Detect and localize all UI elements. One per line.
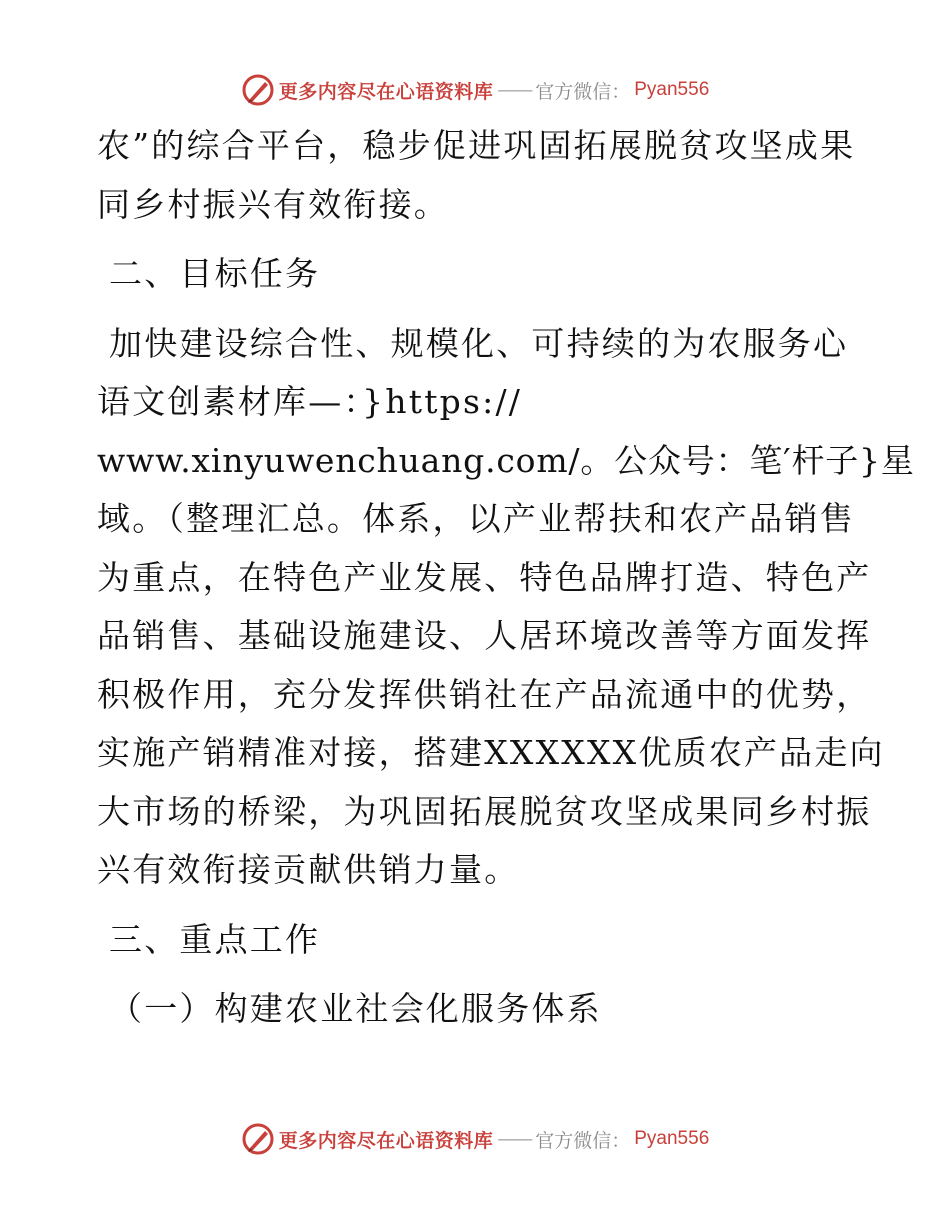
paragraph-line: www.xinyuwenchuang.com/。公众号：笔′杆子}星 (97, 440, 915, 480)
footer-watermark (0, 1119, 950, 1159)
watermark-dash: —— (497, 79, 532, 101)
paragraph-line: 积极作用，充分发挥供销社在产品流通中的优势， (97, 674, 872, 714)
watermark-main-text: 更多内容尽在心语资料库 (278, 1129, 494, 1152)
section-heading: 三、重点工作 (109, 919, 321, 959)
paragraph-line: 实施产销精准对接，搭建XXXXXX优质农产品走向 (97, 733, 885, 772)
document-body (97, 117, 915, 1039)
watermark-label: 官方微信： (535, 1129, 631, 1152)
watermark-wechat-id: Pyan556 (634, 1128, 710, 1149)
watermark-label: 官方微信： (535, 80, 631, 103)
paragraph-line: 域。（整理汇总。体系，以产业帮扶和农产品销售 (97, 499, 855, 538)
watermark-main-text: 更多内容尽在心语资料库 (278, 80, 494, 103)
pen-logo-icon (241, 73, 275, 107)
section-heading: 二、目标任务 (109, 254, 321, 293)
paragraph-line: 为重点，在特色产业发展、特色品牌打造、特色产 (97, 557, 872, 597)
paragraph-line: 兴有效衔接贡献供销力量。 (97, 850, 520, 889)
paragraph-line: 加快建设综合性、规模化、可持续的为农服务心 (109, 323, 849, 363)
subsection-heading: （一）构建农业社会化服务体系 (109, 989, 602, 1028)
header-watermark (0, 70, 950, 110)
paragraph-line: 大市场的桥梁，为巩固拓展脱贫攻坚成果同乡村振 (97, 791, 872, 831)
paragraph-line: 语文创素材库—：}https:// (97, 382, 523, 421)
paragraph-line: 农”的综合平台，稳步促进巩固拓展脱贫攻坚成果 (97, 126, 856, 165)
watermark-dash: —— (497, 1128, 532, 1150)
paragraph-line: 同乡村振兴有效衔接。 (97, 184, 449, 224)
paragraph-line: 品销售、基础设施建设、人居环境改善等方面发挥 (97, 616, 872, 655)
watermark-wechat-id: Pyan556 (634, 79, 710, 100)
pen-logo-icon (241, 1122, 275, 1156)
